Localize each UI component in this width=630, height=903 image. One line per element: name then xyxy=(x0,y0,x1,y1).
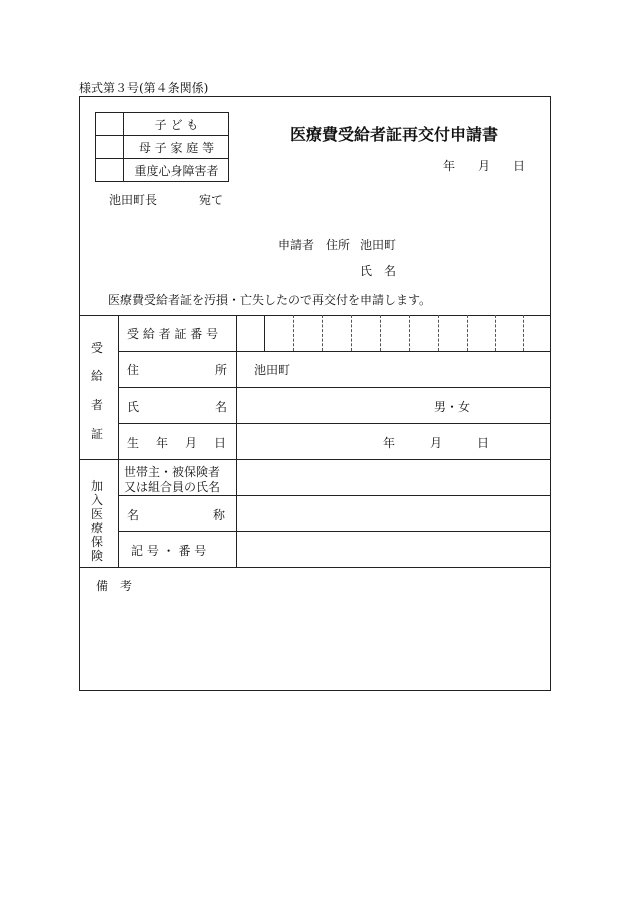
birth-label-3: 月 xyxy=(185,436,198,450)
birth-day-label: 日 xyxy=(477,436,490,450)
certificate-side-label-1: 受 xyxy=(91,341,104,355)
certificate-side-label-3: 者 xyxy=(91,398,104,412)
certificate-address-label-1: 住 xyxy=(127,363,140,377)
certificate-address-value[interactable]: 池田町 xyxy=(254,363,291,377)
insurance-code-label: 記 号 ・ 番 号 xyxy=(131,544,207,558)
application-date-month-label: 月 xyxy=(478,159,491,173)
category-row-disability[interactable] xyxy=(96,159,228,181)
applicant-name-label: 氏 名 xyxy=(360,264,397,278)
insurance-code-field[interactable] xyxy=(237,532,550,567)
table-rule xyxy=(79,567,551,568)
gender-selector[interactable]: 男・女 xyxy=(434,400,471,414)
remarks-label: 備 考 xyxy=(96,579,133,593)
application-statement: 医療費受給者証を汚損・亡失したので再交付を申請します。 xyxy=(108,293,432,307)
addressee-suffix: 宛て xyxy=(199,193,224,207)
remarks-field[interactable] xyxy=(80,595,550,690)
category-row-single-parent[interactable] xyxy=(96,136,228,159)
insurer-name-label-1: 名 xyxy=(127,508,140,522)
insurance-side-label-6: 険 xyxy=(91,549,104,563)
name-field[interactable] xyxy=(237,388,417,423)
birth-label-2: 年 xyxy=(156,436,169,450)
certificate-number-label: 受 給 者 証 番 号 xyxy=(127,327,219,341)
form-number: 様式第３号(第４条関係) xyxy=(79,81,209,95)
form-title: 医療費受給者証再交付申請書 xyxy=(290,125,499,144)
category-row-children[interactable] xyxy=(96,113,228,136)
certificate-address-label-2: 所 xyxy=(215,363,228,377)
certificate-name-label-1: 氏 xyxy=(127,400,140,414)
insurance-side-label-3: 医 xyxy=(91,507,104,521)
category-label-children: 子 ど も xyxy=(154,117,199,132)
certificate-name-label-2: 名 xyxy=(215,400,228,414)
holder-name-label-line2: 又は組合員の氏名 xyxy=(124,480,221,494)
insurance-side-label-1: 加 xyxy=(91,479,104,493)
application-date-year-label: 年 xyxy=(443,159,456,173)
category-box xyxy=(95,112,229,182)
birth-label-4: 日 xyxy=(214,436,227,450)
insurance-side-label-5: 保 xyxy=(91,535,104,549)
insurer-name-field[interactable] xyxy=(237,496,550,531)
category-label-single-parent: 母 子 家 庭 等 xyxy=(138,140,215,155)
insurer-name-label-2: 称 xyxy=(213,508,226,522)
birth-year-label: 年 xyxy=(383,436,396,450)
insurance-side-label-4: 療 xyxy=(91,521,104,535)
category-label-disability: 重度心身障害者 xyxy=(134,163,219,178)
holder-name-label-line1: 世帯主・被保険者 xyxy=(124,465,221,479)
applicant-address-label: 住所 xyxy=(326,238,351,252)
table-rule xyxy=(118,315,119,567)
birth-month-label: 月 xyxy=(430,436,443,450)
category-check-disability[interactable] xyxy=(96,159,124,181)
certificate-side-label-4: 証 xyxy=(91,427,104,441)
certificate-side-label-2: 給 xyxy=(91,369,104,383)
birth-label-1: 生 xyxy=(127,436,140,450)
application-date-day-label: 日 xyxy=(513,159,526,173)
holder-name-field[interactable] xyxy=(237,460,550,495)
category-check-children[interactable] xyxy=(96,113,124,135)
addressee-name: 池田町長 xyxy=(109,193,158,207)
insurance-side-label-2: 入 xyxy=(91,493,104,507)
birthdate-field[interactable] xyxy=(237,424,550,459)
address-field[interactable] xyxy=(237,352,550,387)
applicant-address-value[interactable]: 池田町 xyxy=(360,238,397,252)
applicant-label: 申請者 xyxy=(278,238,315,252)
category-check-single-parent[interactable] xyxy=(96,136,124,158)
certificate-number-field[interactable] xyxy=(237,316,550,351)
